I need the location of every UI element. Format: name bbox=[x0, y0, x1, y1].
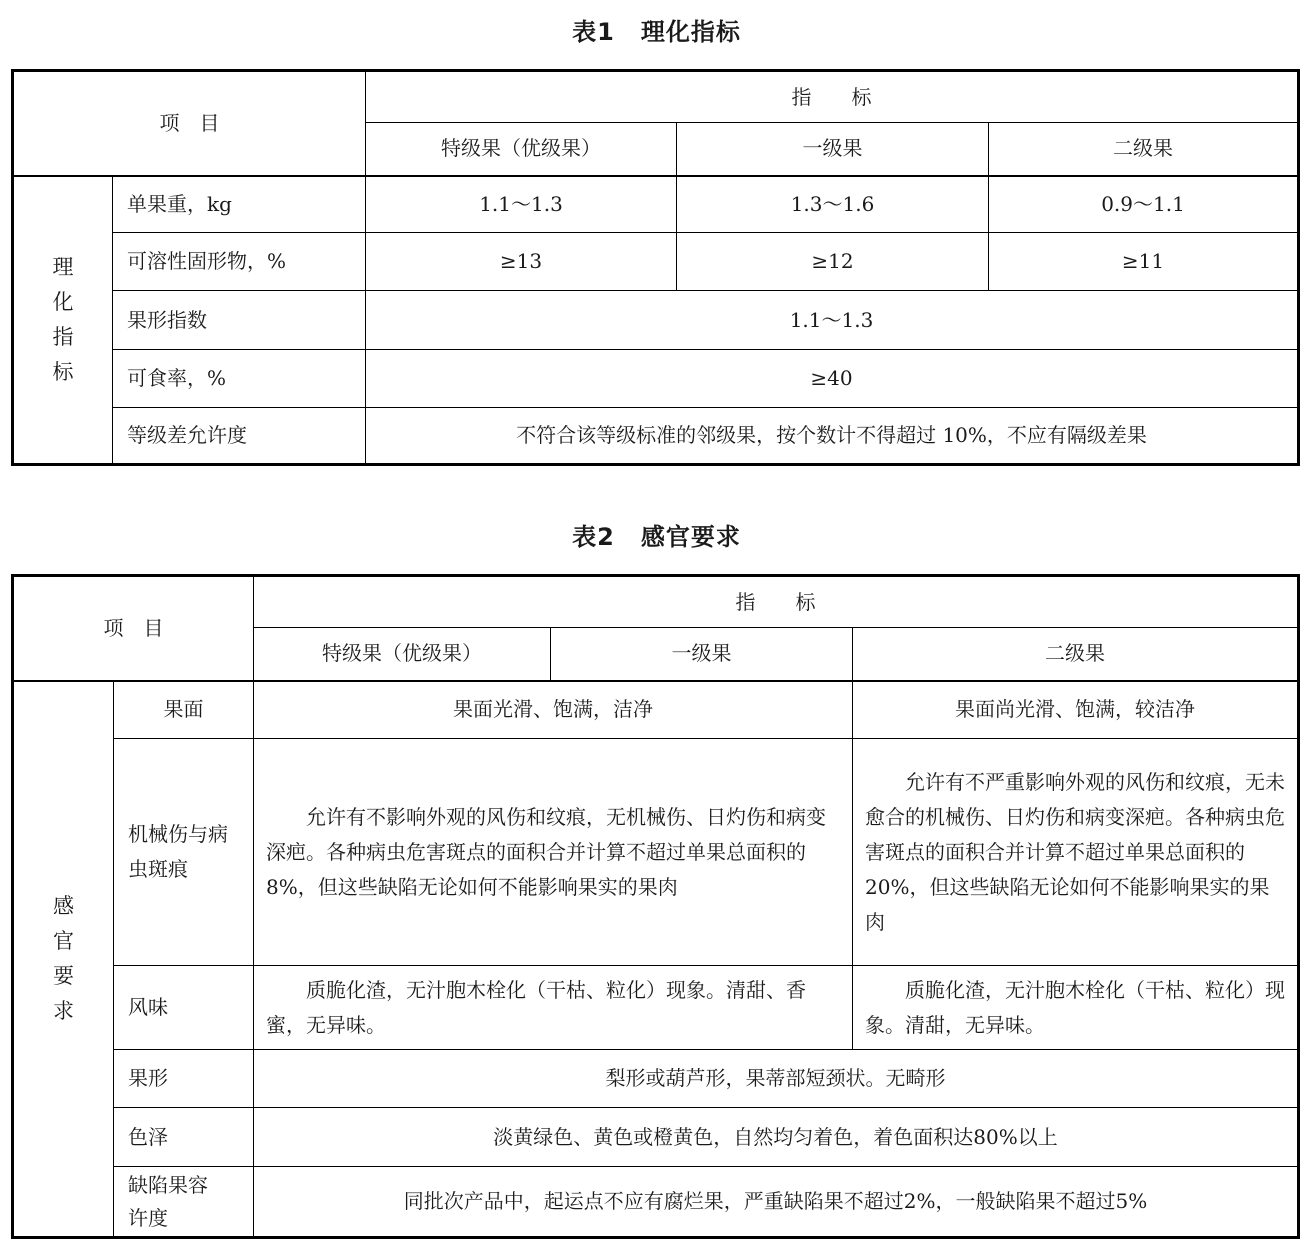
table2-caption bbox=[0, 517, 1313, 552]
table2-merged-cell: 同批次产品中，起运点不应有腐烂果，严重缺陷果不超过2%，一般缺陷果不超过5% bbox=[254, 1167, 1299, 1238]
table1-row-name: 果形指数 bbox=[113, 291, 366, 350]
table1-cell: 1.1～1.3 bbox=[366, 176, 677, 233]
table1-merged-cell: 1.1～1.3 bbox=[366, 291, 1299, 350]
table1-physicochemical bbox=[11, 69, 1300, 466]
table2-caption-text: 感官要求 bbox=[640, 523, 741, 551]
table1-caption bbox=[0, 12, 1313, 47]
table2-cell-second: 允许有不严重影响外观的风伤和纹痕，无未愈合的机械伤、日灼伤和病变深疤。各种病虫危害斑点的面积合并计算不超过单果总面积的20%，但这些缺陷无论如何不能影响果实的果肉 bbox=[853, 739, 1299, 966]
table1-row-name: 等级差允许度 bbox=[113, 408, 366, 465]
table2-row-name: 果形 bbox=[114, 1050, 254, 1108]
table1-row-name: 可溶性固形物，% bbox=[113, 233, 366, 291]
table2-cell-second: 果面尚光滑、饱满，较洁净 bbox=[853, 681, 1299, 739]
table1-row-name: 可食率，% bbox=[113, 350, 366, 408]
table2-cell-top-first: 果面光滑、饱满，洁净 bbox=[254, 681, 853, 739]
table2-cell-top-first: 允许有不影响外观的风伤和纹痕，无机械伤、日灼伤和病变深疤。各种病虫危害斑点的面积合并计算不超过单果总面积的8%，但这些缺陷无论如何不能影响果实的果肉 bbox=[254, 739, 853, 966]
table1-grade-second: 二级果 bbox=[989, 123, 1299, 176]
table1-cell: 1.3～1.6 bbox=[677, 176, 989, 233]
table2-row-name: 机械伤与病虫斑痕 bbox=[114, 739, 254, 966]
table1-group-label: 理化指标 bbox=[13, 176, 113, 465]
table2-merged-cell: 淡黄绿色、黄色或橙黄色，自然均匀着色，着色面积达80%以上 bbox=[254, 1108, 1299, 1167]
table2-row-name: 缺陷果容许度 bbox=[114, 1167, 254, 1238]
table1-indicator-header: 指 标 bbox=[366, 71, 1299, 123]
table2-cell-second: 质脆化渣，无汁胞木栓化（干枯、粒化）现象。清甜，无异味。 bbox=[853, 966, 1299, 1050]
table2-cell-top-first: 质脆化渣，无汁胞木栓化（干枯、粒化）现象。清甜、香蜜，无异味。 bbox=[254, 966, 853, 1050]
table2-row-name: 风味 bbox=[114, 966, 254, 1050]
table2-row-name: 色泽 bbox=[114, 1108, 254, 1167]
table1-merged-cell: ≥40 bbox=[366, 350, 1299, 408]
table2-item-header: 项 目 bbox=[13, 576, 254, 681]
table1-caption-text: 理化指标 bbox=[640, 18, 741, 46]
table1-caption-number: 表1 bbox=[572, 18, 615, 46]
table1-grade-first: 一级果 bbox=[677, 123, 989, 176]
table1-cell: 0.9～1.1 bbox=[989, 176, 1299, 233]
table2-grade-first: 一级果 bbox=[551, 628, 853, 681]
table1-merged-cell: 不符合该等级标准的邻级果，按个数计不得超过 10%，不应有隔级差果 bbox=[366, 408, 1299, 465]
table2-caption-number: 表2 bbox=[572, 523, 615, 551]
table2-grade-second: 二级果 bbox=[853, 628, 1299, 681]
table1-grade-top: 特级果（优级果） bbox=[366, 123, 677, 176]
table2-merged-cell: 梨形或葫芦形，果蒂部短颈状。无畸形 bbox=[254, 1050, 1299, 1108]
table1-cell: ≥11 bbox=[989, 233, 1299, 291]
table1-cell: ≥12 bbox=[677, 233, 989, 291]
table2-sensory bbox=[11, 574, 1300, 1239]
table1-row-name: 单果重，kg bbox=[113, 176, 366, 233]
table2-indicator-header: 指 标 bbox=[254, 576, 1299, 628]
table1-cell: ≥13 bbox=[366, 233, 677, 291]
table2-row-name: 果面 bbox=[114, 681, 254, 739]
table2-group-label: 感官要求 bbox=[13, 681, 114, 1238]
table2-grade-top: 特级果（优级果） bbox=[254, 628, 551, 681]
table1-item-header: 项 目 bbox=[13, 71, 366, 176]
